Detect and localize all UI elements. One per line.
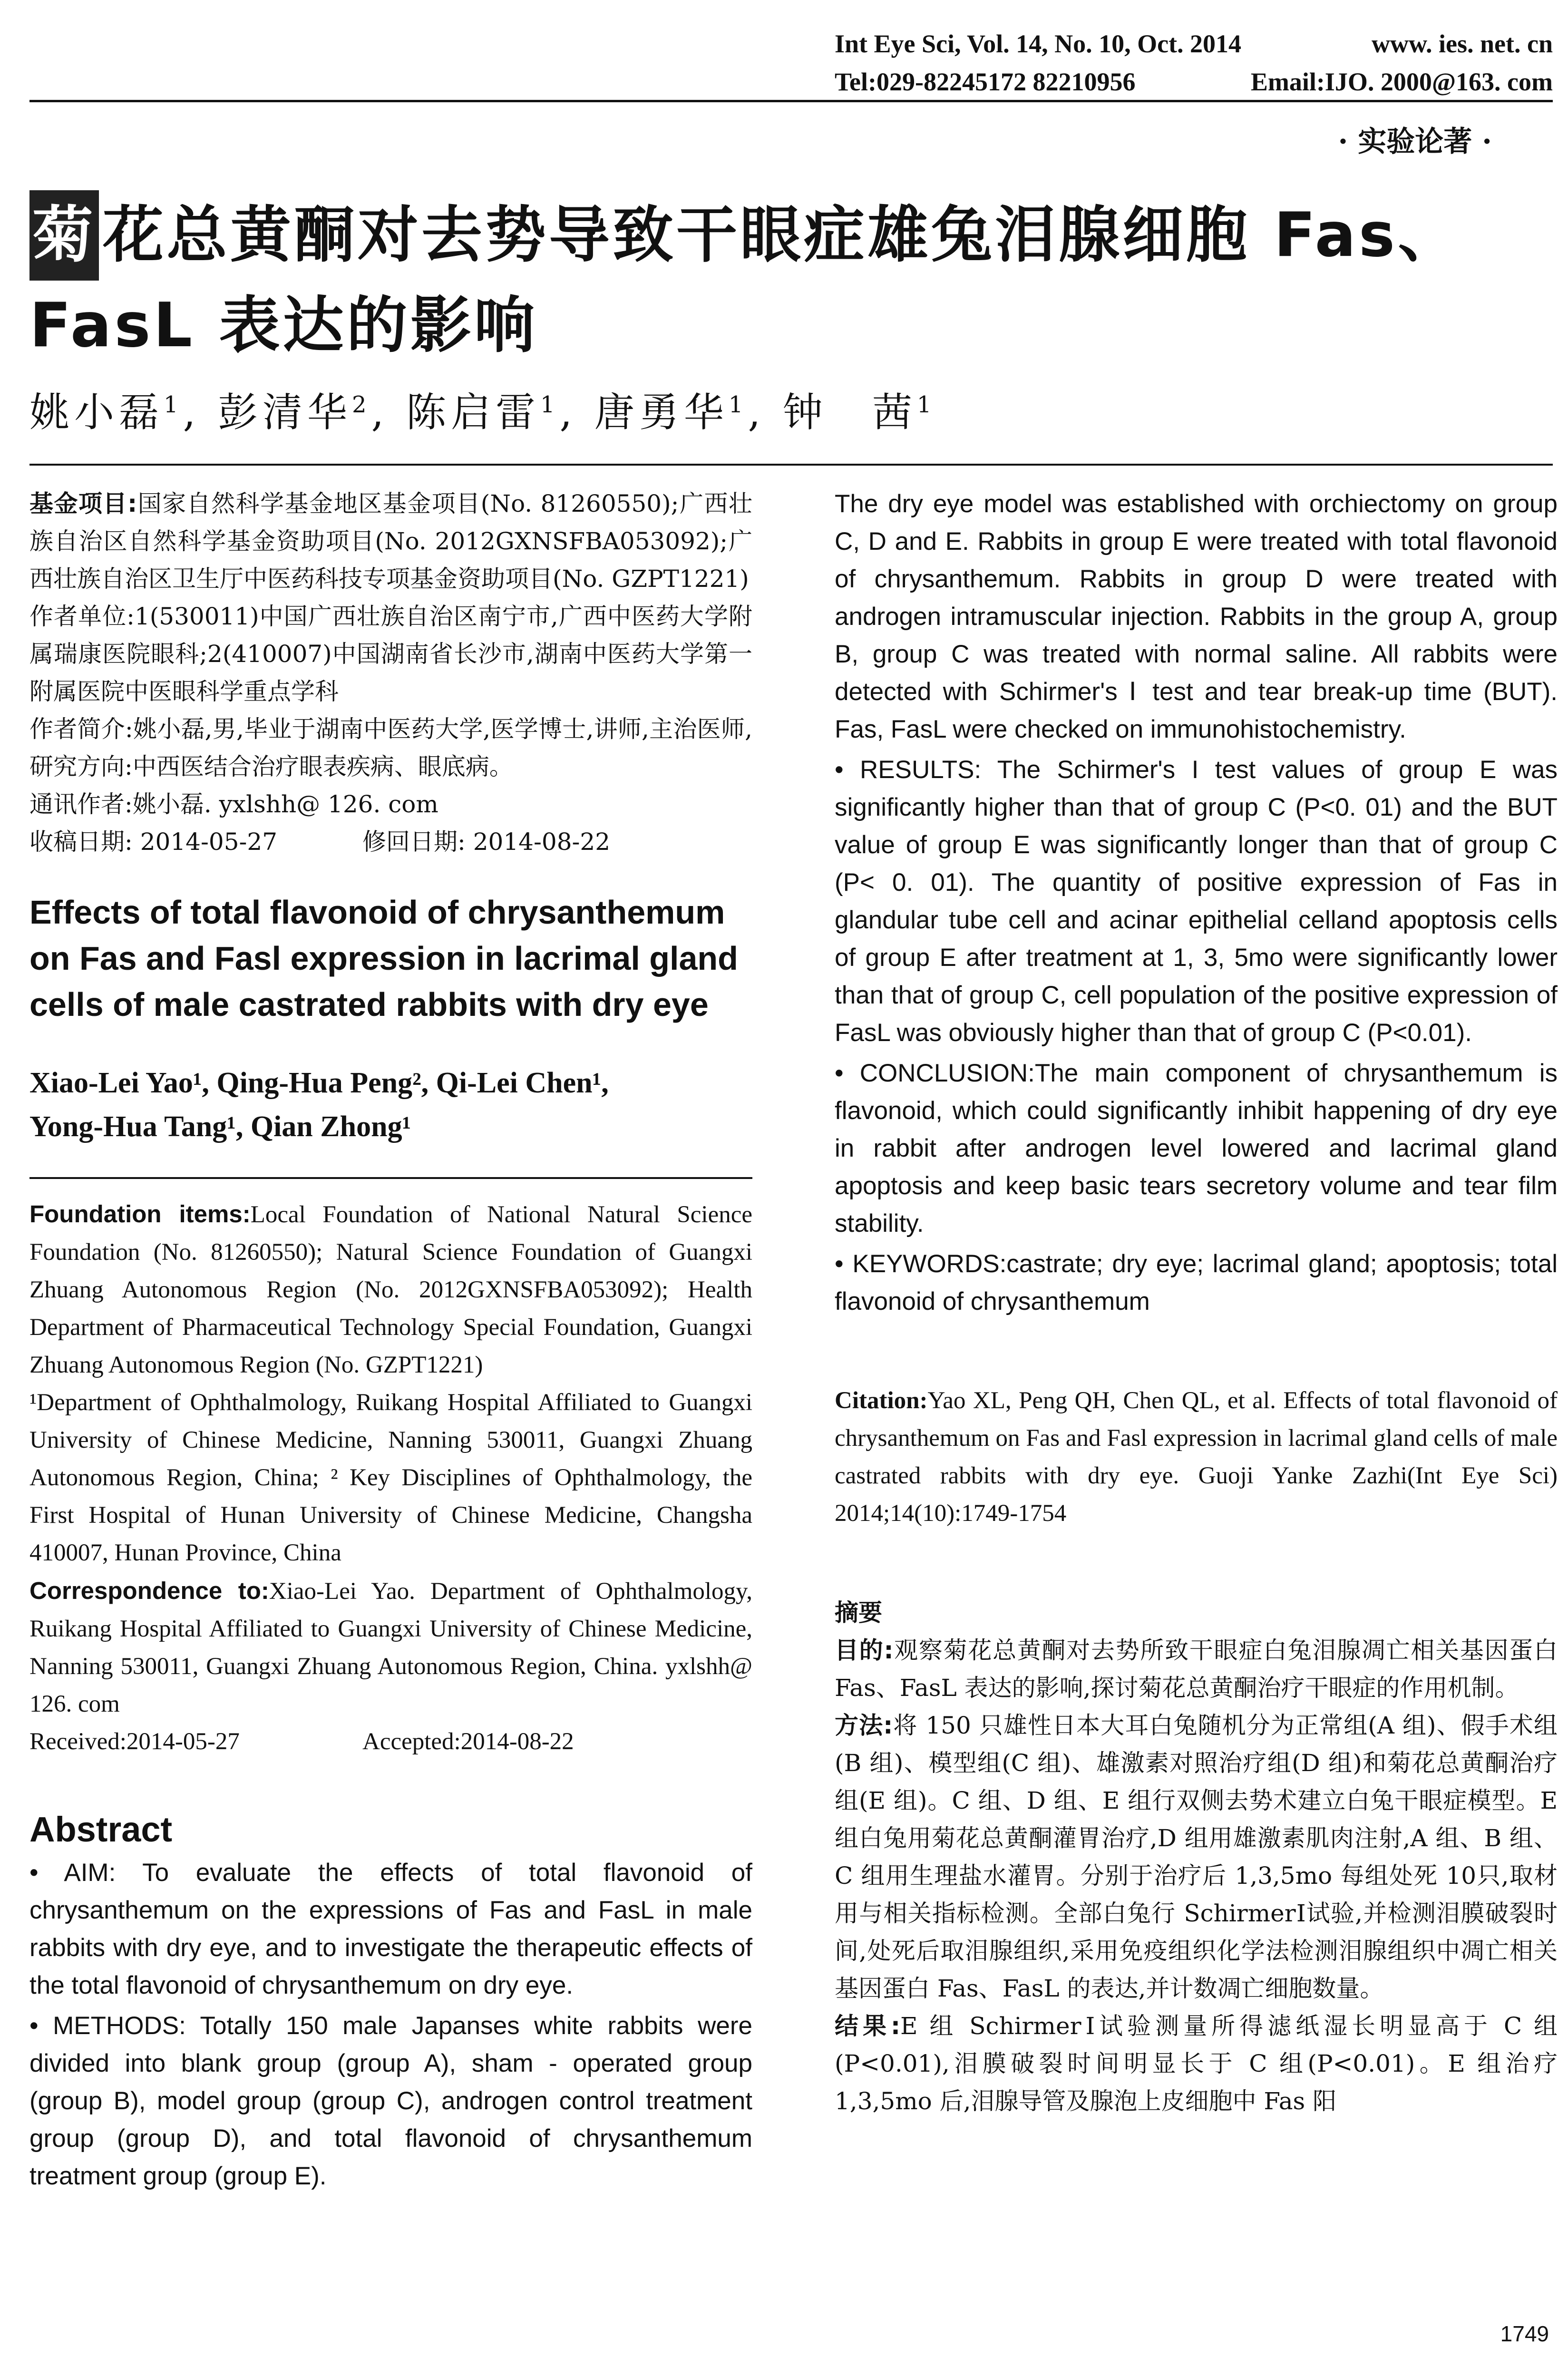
abstract-methods: • METHODS: Totally 150 male Japanses white rabbits were divided into blank group (group A), sham - operated group (group B), model group (group C), androgen control treatment group (group D), and total flavonoid of chrysanthemum treatment group (group E).: [29, 2012, 752, 2190]
author-name: 钟 茜: [782, 389, 917, 436]
page-number: 1749: [1500, 2321, 1549, 2346]
chinese-abstract-heading: 摘要: [835, 1599, 882, 1627]
author-name: 唐勇华: [594, 389, 729, 436]
cn-results: 结果:E 组 SchirmerⅠ试验测量所得滤纸湿长明显高于 C 组(P<0.01),泪膜破裂时间明显长于 C 组(P<0.01)。E 组治疗 1,3,5mo 后,泪腺导管及腺泡上皮细胞中 Fas 阳: [835, 2012, 1558, 2115]
citation: Citation:Yao XL, Peng QH, Chen QL, et al. Effects of total flavonoid of chrysanthemum on Fas and Fasl expression in lacrimal gland cells of male castrated rabbits with dry eye. Guoji Yanke Zazhi(Int Eye Sci) 2014;14(10):1749-1754: [835, 1387, 1558, 1527]
email: Email:IJO. 2000@163. com: [1250, 68, 1553, 96]
abstract-methods-continued: The dry eye model was established with orchiectomy on group C, D and E. Rabbits in group E were treated with total flavonoid of chrysanthemum. Rabbits in group D were treated with androgen intramuscular injection. Rabbits in the group A, group B, group C was treated with normal saline. All rabbits were detected with Schirmer's Ⅰ test and tear break-up time (BUT). Fas, FasL were checked on immunohistochemistry.: [835, 490, 1558, 743]
authors-english: Xiao-Lei Yao¹, Qing-Hua Peng², Qi-Lei Chen¹, Yong-Hua Tang¹, Qian Zhong¹: [29, 1067, 609, 1143]
telephone: Tel:029-82245172 82210956: [835, 68, 1136, 96]
affiliations: ¹Department of Ophthalmology, Ruikang Hospital Affiliated to Guangxi University of Chinese Medicine, Nanning 530011, Guangxi Zhuang Autonomous Region, China; ² Key Disciplines of Ophthalmology, the First Hospital of Hunan University of Chinese Medicine, Changsha 410007, Hunan Province, China: [29, 1389, 752, 1566]
title-rule: [29, 464, 1553, 466]
running-header: [835, 25, 1553, 101]
article-title: [29, 190, 1551, 371]
journal-line: Int Eye Sci, Vol. 14, No. 10, Oct. 2014: [835, 29, 1242, 58]
cn-methods: 方法:将 150 只雄性日本大耳白兔随机分为正常组(A 组)、假手术组(B 组)、模型组(C 组)、雄激素对照治疗组(D 组)和菊花总黄酮治疗组(E 组)。C 组、D 组、E 组行双侧去势术建立白兔干眼症模型。E 组白兔用菊花总黄酮灌胃治疗,D 组用雄激素肌肉注射,A 组、B 组、C 组用生理盐水灌胃。分别于治疗后 1,3,5mo 每组处死 10只,取材用与相关指标检测。全部白兔行 SchirmerⅠ试验,并检测泪膜破裂时间,处死后取泪腺组织,采用免疫组织化学法检测泪腺组织中凋亡相关基因蛋白 Fas、FasL 的表达,并计数凋亡细胞数量。: [835, 1712, 1558, 2002]
abstract-keywords: • KEYWORDS:castrate; dry eye; lacrimal gland; apoptosis; total flavonoid of chrysanthemum: [835, 1250, 1558, 1315]
english-title: Effects of total flavonoid of chrysanthemum on Fas and Fasl expression in lacrimal gland cells of male castrated rabbits with dry eye: [29, 894, 738, 1023]
website: www. ies. net. cn: [1372, 29, 1553, 58]
title-first-char: 菊: [29, 190, 99, 281]
foundation-items: Foundation items:Local Foundation of National Natural Science Foundation (No. 81260550); Natural Science Foundation of Guangxi Zhuang Autonomous Region (No. 2012GXNSFBA053092); Health Department of Pharmaceutical Technology Special Foundation, Guangxi Zhuang Autonomous Region (No. GZPT1221): [29, 1200, 752, 1378]
left-column: [29, 485, 752, 2195]
correspondence: Correspondence to:Xiao-Lei Yao. Department of Ophthalmology, Ruikang Hospital Affiliated to Guangxi University of Chinese Medicine, Nanning 530011, Guangxi Zhuang Autonomous Region, China. yxlshh@ 126. com: [29, 1577, 752, 1717]
title-rest: 花总黄酮对去势导致干眼症雄兔泪腺细胞 Fas、FasL 表达的影响: [29, 200, 1462, 361]
fund-info: 基金项目:国家自然科学基金地区基金项目(No. 81260550);广西壮族自治区自然科学基金资助项目(No. 2012GXNSFBA053092);广西壮族自治区卫生厅中医药科技专项基金资助项目(No. GZPT1221): [29, 490, 752, 593]
section-tag: · 实验论著 ·: [1338, 125, 1492, 158]
author-name: 彭清华: [217, 389, 352, 436]
dates-cn: 收稿日期: 2014-05-27 修回日期: 2014-08-22: [29, 828, 611, 856]
column-rule: [29, 1177, 752, 1179]
author-bio: 作者简介:姚小磊,男,毕业于湖南中医药大学,医学博士,讲师,主治医师,研究方向:中西医结合治疗眼表疾病、眼底病。: [29, 715, 752, 780]
abstract-aim: • AIM: To evaluate the effects of total flavonoid of chrysanthemum on the expressions of Fas and FasL in male rabbits with dry eye, and to investigate the therapeutic effects of the total flavonoid of chrysanthemum on dry eye.: [29, 1859, 752, 1999]
abstract-results: • RESULTS: The Schirmer's I test values of group E was significantly higher than that of group C (P<0. 01) and the BUT value of group E was significantly longer than that of group C (P< 0. 01). The quantity of positive expression of Fas in glandular tube cell and acinar epithelial celland apoptosis cells of group E after treatment at 1, 3, 5mo were significantly lower than that of group C, cell population of the positive expression of FasL was obviously higher than that of group C (P<0.01).: [835, 756, 1558, 1047]
author-unit: 作者单位:1(530011)中国广西壮族自治区南宁市,广西中医药大学附属瑞康医院眼科;2(410007)中国湖南省长沙市,湖南中医药大学第一附属医院中医眼科学重点学科: [29, 603, 752, 705]
authors-chinese: 姚小磊$^1$, 彭清华$^2$, 陈启雷$^1$, 唐勇华$^1$, 钟 茜$^1$: [29, 389, 936, 436]
corresponding-author: 通讯作者:姚小磊. yxlshh@ 126. com: [29, 790, 438, 818]
author-name: 姚小磊: [29, 389, 164, 436]
abstract-heading: Abstract: [29, 1810, 173, 1849]
header-rule: [29, 100, 1553, 102]
dates-en: Received:2014-05-27 Accepted:2014-08-22: [29, 1728, 574, 1755]
abstract-conclusion: • CONCLUSION:The main component of chrysanthemum is flavonoid, which could significantly inhibit happening of dry eye in rabbit after androgen level lowered and lacrimal gland apoptosis and keep basic tears secretory volume and tear film stability.: [835, 1059, 1558, 1237]
cn-objective: 目的:观察菊花总黄酮对去势所致干眼症白兔泪腺凋亡相关基因蛋白 Fas、FasL 表达的影响,探讨菊花总黄酮治疗干眼症的作用机制。: [835, 1637, 1558, 1702]
right-column: [835, 485, 1558, 2120]
author-name: 陈启雷: [406, 389, 540, 436]
